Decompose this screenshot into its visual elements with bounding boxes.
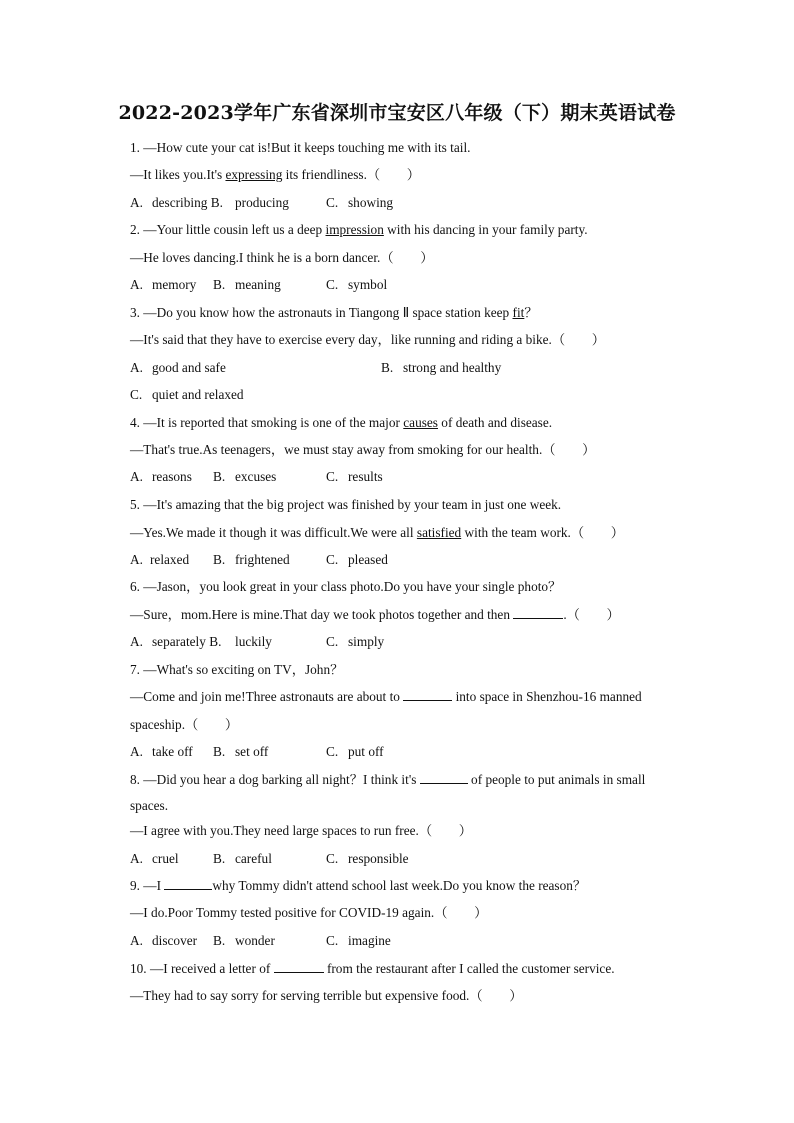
- underlined-word: satisfied: [416, 525, 462, 540]
- q9-option-a: A. discover: [130, 933, 198, 948]
- q9-line2: —I do.Poor Tommy tested positive for COVID-19 again.（ ）: [130, 905, 488, 920]
- q5-option-a: A. relaxed: [130, 552, 190, 567]
- q4-option-b: B. excuses: [213, 469, 277, 484]
- q3-option-b: B. strong and healthy: [381, 360, 502, 375]
- q8-option-c: C. responsible: [326, 851, 409, 866]
- q4-option-a: A. reasons: [130, 469, 192, 484]
- q8-line1: 8. —Did you hear a dog barking all night？I think it's of people to put animals in small: [130, 772, 646, 787]
- q7-line3: spaceship.（ ）: [130, 717, 239, 732]
- q3-line2: —It's said that they have to exercise every day，like running and riding a bike.（ ）: [130, 332, 606, 347]
- q4-option-c: C. results: [326, 469, 383, 484]
- answer-blank: [420, 771, 468, 784]
- q2-option-b: B. meaning: [213, 277, 281, 292]
- answer-blank: [164, 877, 212, 890]
- q4-line2: —That's true.As teenagers，we must stay away from smoking for our health.（ ）: [130, 442, 596, 457]
- q1-option-c: C. showing: [326, 195, 394, 210]
- q6-option-b: luckily: [235, 634, 272, 649]
- q6-line1: 6. —Jason，you look great in your class photo.Do you have your single photo？: [130, 579, 562, 594]
- q6-line2: —Sure，mom.Here is mine.That day we took photos together and then .（ ）: [130, 607, 620, 622]
- q1-option-a: A. describing B.: [130, 195, 223, 210]
- q2-option-a: A. memory: [130, 277, 197, 292]
- answer-blank: [274, 960, 324, 973]
- q1-option-b: producing: [235, 195, 289, 210]
- q6-option-a: A. separately B.: [130, 634, 222, 649]
- q9-option-b: B. wonder: [213, 933, 275, 948]
- q7-option-b: B. set off: [213, 744, 269, 759]
- q8-option-a: A. cruel: [130, 851, 179, 866]
- q3-line1: 3. —Do you know how the astronauts in Tiangong Ⅱ space station keep fit？: [130, 305, 538, 320]
- q8-line3: —I agree with you.They need large spaces to run free.（ ）: [130, 823, 473, 838]
- underlined-word: causes: [403, 415, 438, 430]
- q7-line1: 7. —What's so exciting on TV，John？: [130, 662, 344, 677]
- q7-option-a: A. take off: [130, 744, 193, 759]
- answer-blank: [513, 606, 563, 619]
- q2-line1: 2. —Your little cousin left us a deep impression with his dancing in your family party.: [130, 222, 588, 237]
- q7-option-c: C. put off: [326, 744, 384, 759]
- q6-option-c: C. simply: [326, 634, 385, 649]
- q10-line1: 10. —I received a letter of from the restaurant after I called the customer service.: [130, 961, 615, 976]
- q9-option-c: C. imagine: [326, 933, 391, 948]
- underlined-word: fit: [512, 305, 525, 320]
- exam-title: 2022-2023学年广东省深圳市宝安区八年级（下）期末英语试卷: [118, 102, 676, 124]
- underlined-word: expressing: [225, 167, 283, 182]
- answer-blank: [403, 688, 452, 701]
- q2-line2: —He loves dancing.I think he is a born dancer.（ ）: [130, 250, 434, 265]
- q8-option-b: B. careful: [213, 851, 272, 866]
- q8-line2: spaces.: [130, 798, 169, 813]
- q5-option-c: C. pleased: [326, 552, 388, 567]
- q2-option-c: C. symbol: [326, 277, 388, 292]
- q3-option-c: C. quiet and relaxed: [130, 387, 244, 402]
- q5-line2: —Yes.We made it though it was difficult.We were all satisfied with the team work.（ ）: [130, 525, 625, 540]
- q9-line1: 9. —I why Tommy didn't attend school last week.Do you know the reason？: [130, 878, 587, 893]
- q7-line2: —Come and join me!Three astronauts are about to into space in Shenzhou-16 manned: [130, 689, 642, 704]
- q5-line1: 5. —It's amazing that the big project was finished by your team in just one week.: [130, 497, 562, 512]
- q1-line1: 1. —How cute your cat is!But it keeps touching me with its tail.: [130, 140, 471, 155]
- q1-line2: —It likes you.It's expressing its friendliness.（ ）: [130, 167, 421, 182]
- q3-option-a: A. good and safe: [130, 360, 226, 375]
- q5-option-b: B. frightened: [213, 552, 290, 567]
- q4-line1: 4. —It is reported that smoking is one of the major causes of death and disease.: [130, 415, 553, 430]
- q10-line2: —They had to say sorry for serving terrible but expensive food.（ ）: [130, 988, 523, 1003]
- underlined-word: impression: [325, 222, 384, 237]
